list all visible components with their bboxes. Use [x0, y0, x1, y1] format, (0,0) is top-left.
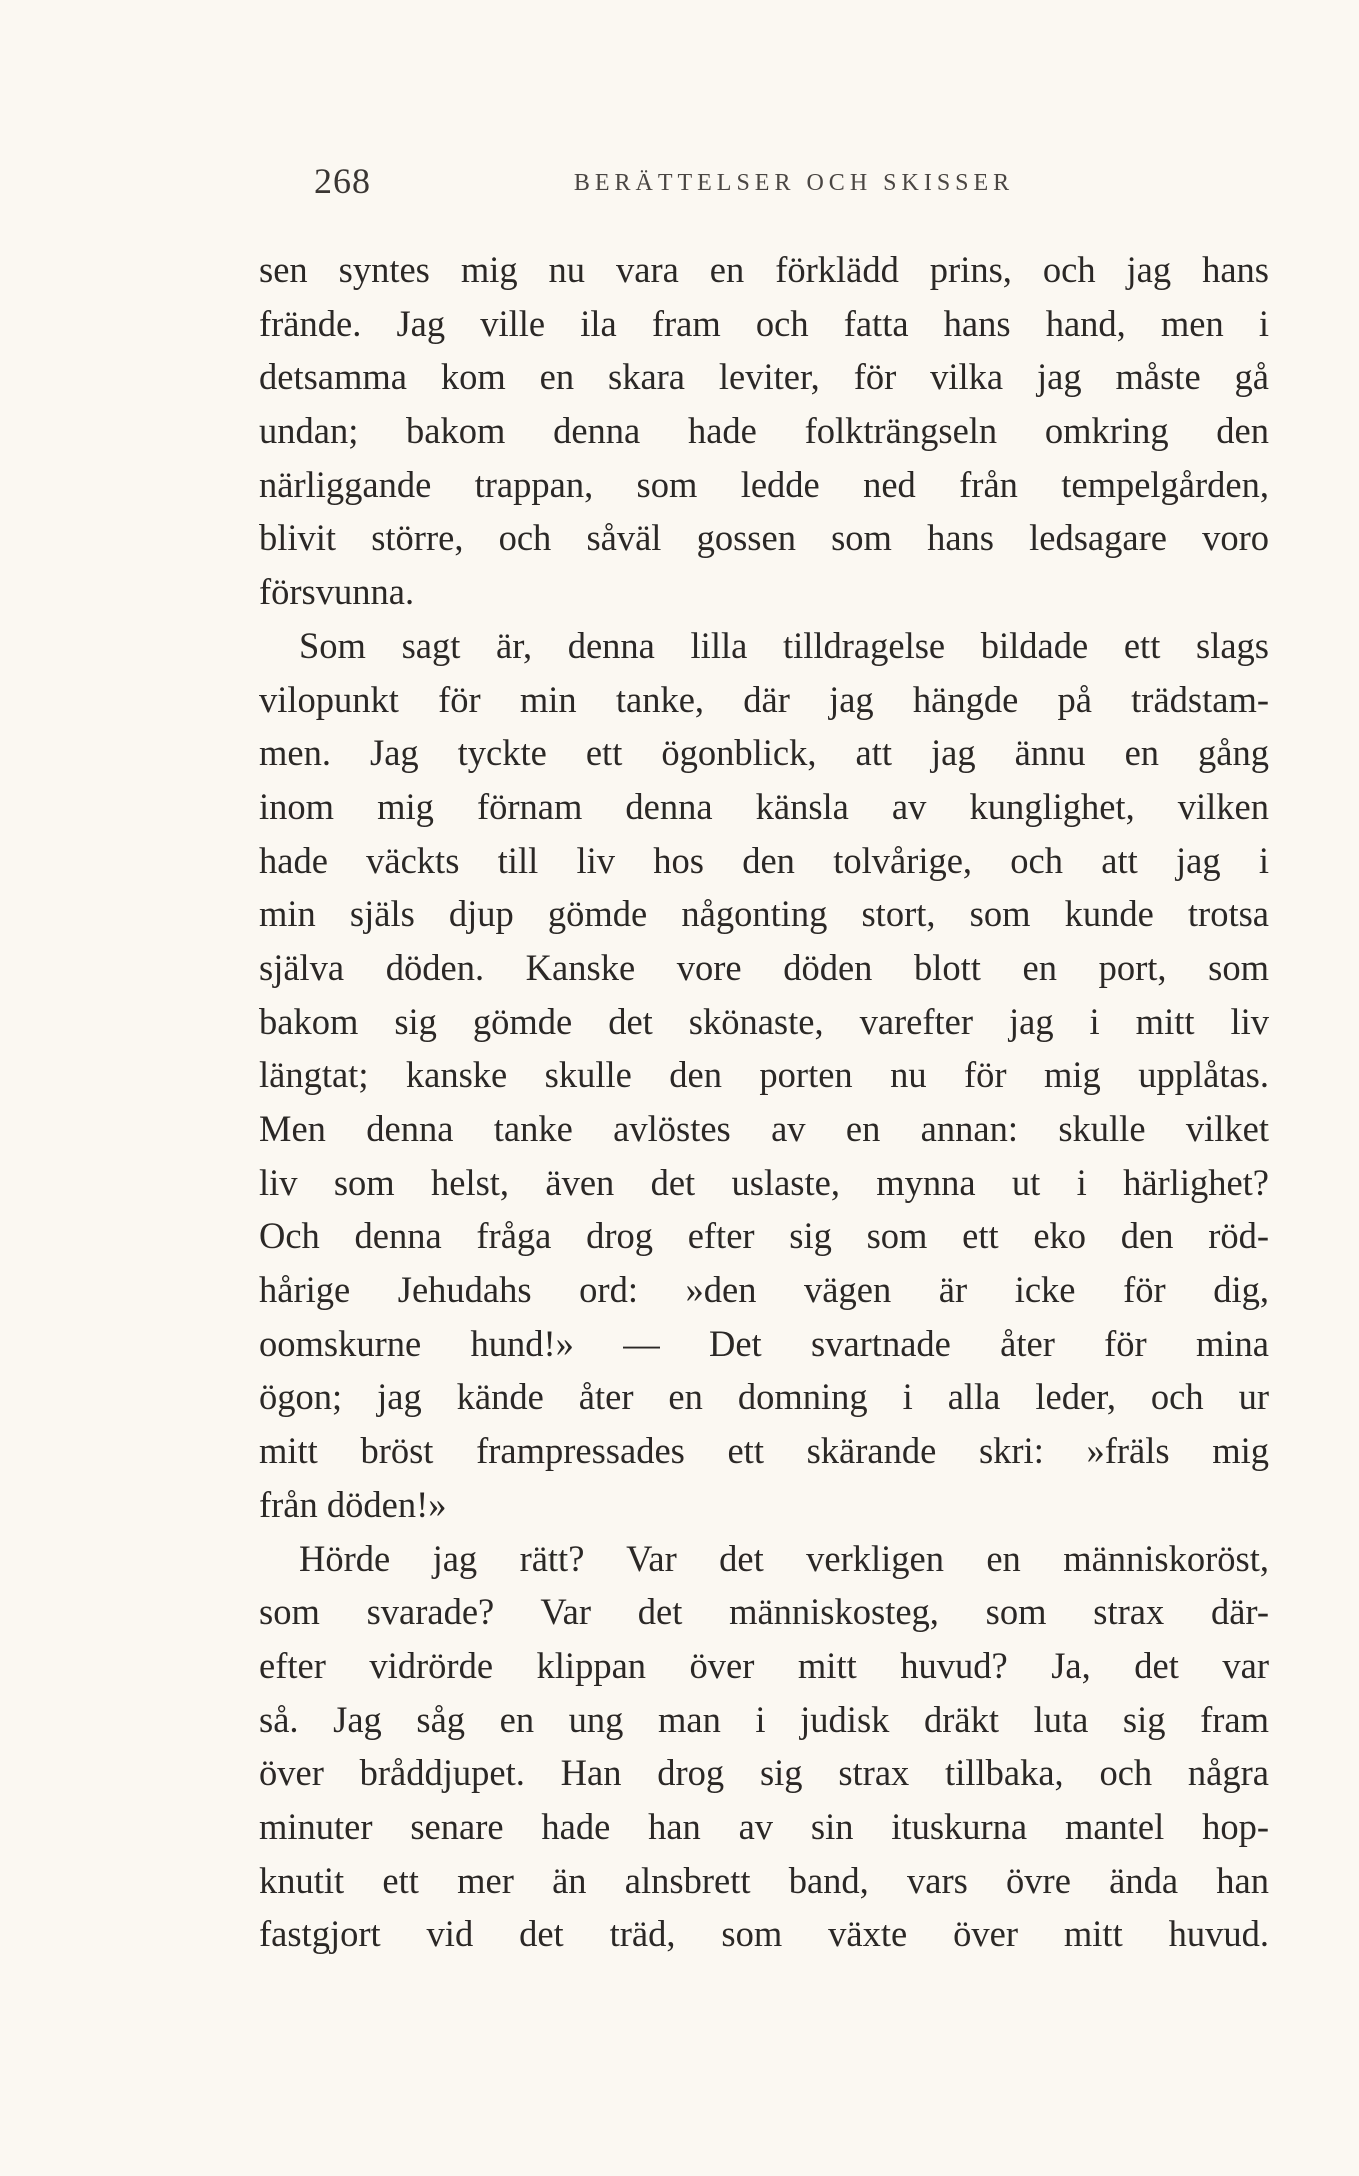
- text-line: försvunna.: [259, 571, 415, 613]
- text-line: sen syntes mig nu vara en förklädd prins, och jag hans: [259, 249, 1269, 290]
- text-line: liv som helst, även det uslaste, mynna ut i härlighet?: [259, 1161, 1269, 1203]
- text-line: närliggande trappan, som ledde ned från tempelgården,: [259, 463, 1269, 505]
- text-line: ögon; jag kände åter en domning i alla leder, och ur: [259, 1376, 1269, 1418]
- text-line: från döden!»: [259, 1483, 447, 1525]
- text-line: efter vidrörde klippan över mitt huvud? Ja, det var: [259, 1644, 1269, 1686]
- text-line: minuter senare hade han av sin ituskurna mantel hop-: [259, 1805, 1269, 1847]
- text-line: vilopunkt för min tanke, där jag hängde på trädstam-: [259, 678, 1269, 720]
- text-line: frände. Jag ville ila fram och fatta hans hand, men i: [259, 302, 1269, 344]
- text-line: Men denna tanke avlöstes av en annan: skulle vilket: [259, 1108, 1269, 1149]
- text-line: Hörde jag rätt? Var det verkligen en människoröst,: [299, 1537, 1269, 1579]
- text-line: själva döden. Kanske vore döden blott en port, som: [259, 946, 1269, 988]
- text-line: fastgjort vid det träd, som växte över mitt huvud.: [259, 1913, 1269, 1955]
- text-line: över bråddjupet. Han drog sig strax tillbaka, och några: [259, 1752, 1269, 1794]
- text-line: men. Jag tyckte ett ögonblick, att jag ännu en gång: [259, 732, 1269, 774]
- text-line: knutit ett mer än alnsbrett band, vars övre ända han: [259, 1859, 1269, 1901]
- text-line: mitt bröst frampressades ett skärande skri: »fräls mig: [259, 1430, 1269, 1472]
- text-line: hårige Jehudahs ord: »den vägen är icke för dig,: [259, 1269, 1269, 1311]
- text-line: längtat; kanske skulle den porten nu för mig upplåtas.: [259, 1054, 1269, 1096]
- text-line: inom mig förnam denna känsla av kunglighet, vilken: [259, 785, 1269, 827]
- text-line: hade väckts till liv hos den tolvårige, och att jag i: [259, 839, 1269, 881]
- text-line: detsamma kom en skara leviter, för vilka jag måste gå: [259, 356, 1269, 398]
- text-line: min själs djup gömde någonting stort, som kunde trotsa: [259, 893, 1269, 935]
- page-header: [314, 160, 1274, 208]
- body-text: [259, 243, 1269, 1961]
- text-line: blivit större, och såväl gossen som hans ledsagare voro: [259, 517, 1269, 559]
- text-line: Och denna fråga drog efter sig som ett eko den röd-: [259, 1215, 1269, 1257]
- running-head: BERÄTTELSER OCH SKISSER: [573, 170, 1015, 196]
- text-line: som svarade? Var det människosteg, som strax där-: [259, 1591, 1269, 1633]
- text-line: undan; bakom denna hade folkträngseln omkring den: [259, 410, 1269, 452]
- text-line: oomskurne hund!» — Det svartnade åter för mina: [259, 1322, 1269, 1364]
- text-line: bakom sig gömde det skönaste, varefter jag i mitt liv: [259, 1000, 1269, 1042]
- text-line: så. Jag såg en ung man i judisk dräkt luta sig fram: [259, 1698, 1269, 1740]
- page-number: 268: [314, 161, 371, 201]
- text-line: Som sagt är, denna lilla tilldragelse bildade ett slags: [299, 624, 1269, 666]
